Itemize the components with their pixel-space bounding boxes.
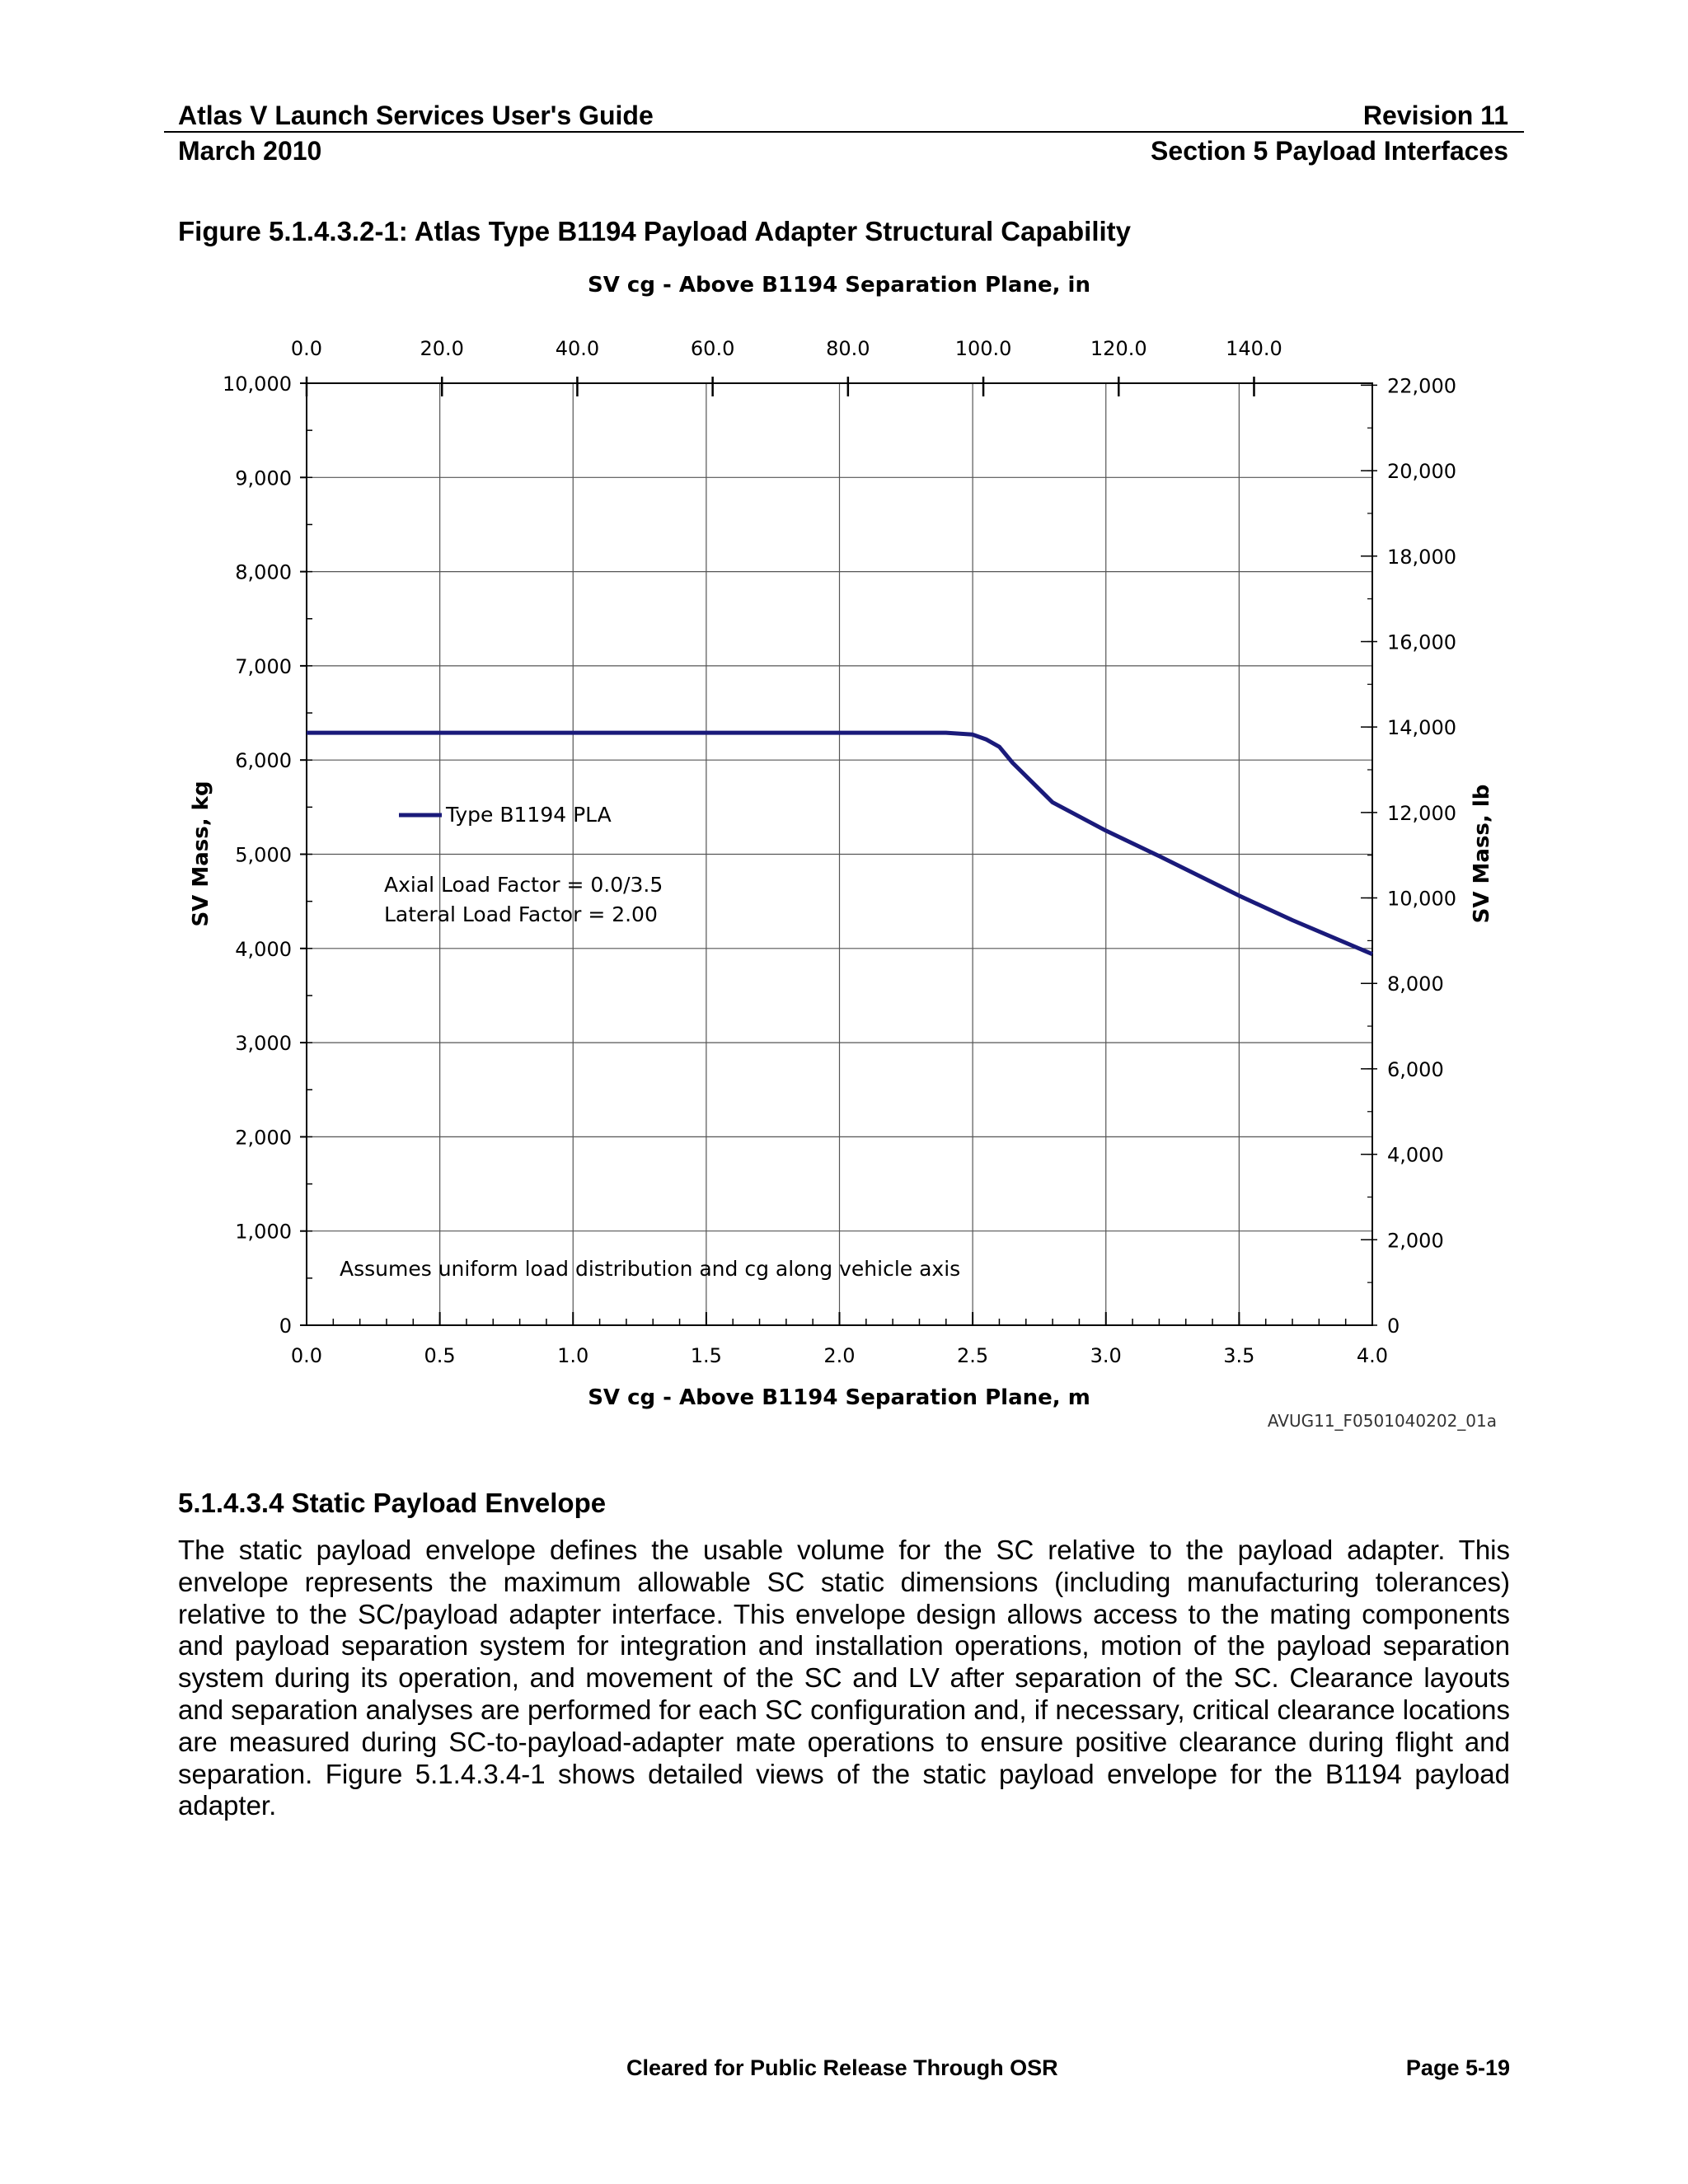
assumption-annotation: Assumes uniform load distribution and cg along vehicle axis (340, 1257, 961, 1281)
x-tick-label: 0.5 (424, 1344, 456, 1367)
y-tick-label: 4,000 (235, 937, 292, 961)
x-top-tick-label: 80.0 (826, 337, 870, 360)
y-right-tick-label: 10,000 (1387, 887, 1456, 911)
y-right-tick-label: 14,000 (1387, 716, 1456, 740)
x-tick-label: 4.0 (1356, 1344, 1389, 1367)
x-top-tick-label: 120.0 (1090, 337, 1147, 360)
x-tick-label: 1.5 (690, 1344, 722, 1367)
revision-label: Revision 11 (1362, 101, 1508, 130)
doc-date: March 2010 (178, 136, 322, 166)
y-tick-label: 3,000 (235, 1032, 292, 1056)
y-right-tick-label: 6,000 (1387, 1057, 1444, 1081)
section-paragraph: The static payload envelope defines the usable volume for the SC relative to the payload adapter. This envelope represents the maximum allowable SC static dimensions (including manufacturing tolerances) relative to the SC/payload adapter interface. This envelope design allows access to the mating components and payload separation system for integration and installation operations, motion of the payload separation system during its operation, and movement of the SC and LV after separation of the SC. Clearance layouts and separation analyses are performed for each SC configuration and, if necessary, critical clearance locations are measured during SC-to-payload-adapter mate operations to ensure positive clearance during flight and separation. Figure 5.1.4.3.4-1 shows detailed views of the static payload envelope for the B1194 payload adapter. (178, 1535, 1510, 1821)
y-right-tick-label: 8,000 (1387, 972, 1444, 996)
chart-grid (307, 383, 1372, 1325)
figure-title: Figure 5.1.4.3.2-1: Atlas Type B1194 Payload Adapter Structural Capability (178, 216, 1131, 246)
y-right-tick-label: 2,000 (1387, 1229, 1444, 1253)
y-tick-label: 6,000 (235, 749, 292, 773)
y-tick-label: 1,000 (235, 1220, 292, 1244)
y-tick-label: 5,000 (235, 843, 292, 867)
section-heading: 5.1.4.3.4 Static Payload Envelope (178, 1488, 607, 1518)
page-number: Page 5-19 (1405, 2055, 1510, 2080)
release-notice: Cleared for Public Release Through OSR (626, 2055, 1058, 2080)
x-top-tick-label: 100.0 (954, 337, 1012, 360)
x-axis-title: SV cg - Above B1194 Separation Plane, m (588, 1385, 1090, 1410)
y-tick-label: 2,000 (235, 1126, 292, 1150)
x-top-tick-label: 0.0 (290, 337, 323, 360)
y-tick-label: 9,000 (235, 466, 292, 490)
x-tick-label: 2.0 (823, 1344, 856, 1367)
x-top-tick-label: 40.0 (555, 337, 600, 360)
x-top-tick-label: 20.0 (420, 337, 464, 360)
y-right-tick-label: 16,000 (1387, 630, 1456, 654)
y-right-tick-label: 0 (1387, 1315, 1400, 1338)
lateral-load-annotation: Lateral Load Factor = 2.00 (384, 902, 658, 926)
y-right-tick-label: 12,000 (1387, 801, 1456, 825)
chart-ticks (300, 377, 1377, 1325)
y-tick-label: 0 (279, 1315, 292, 1338)
x-axis-top-title: SV cg - Above B1194 Separation Plane, in (588, 273, 1090, 298)
y-right-tick-label: 22,000 (1387, 374, 1456, 398)
y-right-tick-label: 4,000 (1387, 1143, 1444, 1167)
y-tick-label: 8,000 (235, 560, 292, 584)
y-tick-label: 7,000 (235, 654, 292, 678)
x-top-tick-label: 60.0 (690, 337, 735, 360)
x-top-tick-label: 140.0 (1226, 337, 1282, 360)
y-right-tick-label: 18,000 (1387, 545, 1456, 569)
y-axis-title: SV Mass, kg (189, 780, 213, 927)
y-tick-label: 10,000 (223, 373, 292, 396)
section-label: Section 5 Payload Interfaces (1151, 136, 1508, 166)
x-tick-label: 0.0 (290, 1344, 323, 1367)
legend-label: Type B1194 PLA (446, 803, 612, 827)
doc-title: Atlas V Launch Services User's Guide (178, 101, 654, 130)
x-tick-label: 3.0 (1090, 1344, 1122, 1367)
figure-id: AVUG11_F0501040202_01a (1267, 1411, 1497, 1431)
x-tick-label: 2.5 (957, 1344, 989, 1367)
axial-load-annotation: Axial Load Factor = 0.0/3.5 (384, 873, 663, 897)
y-right-tick-label: 20,000 (1387, 460, 1456, 484)
x-tick-label: 3.5 (1223, 1344, 1255, 1367)
y-axis-right-title: SV Mass, lb (1470, 784, 1494, 924)
x-tick-label: 1.0 (557, 1344, 589, 1367)
